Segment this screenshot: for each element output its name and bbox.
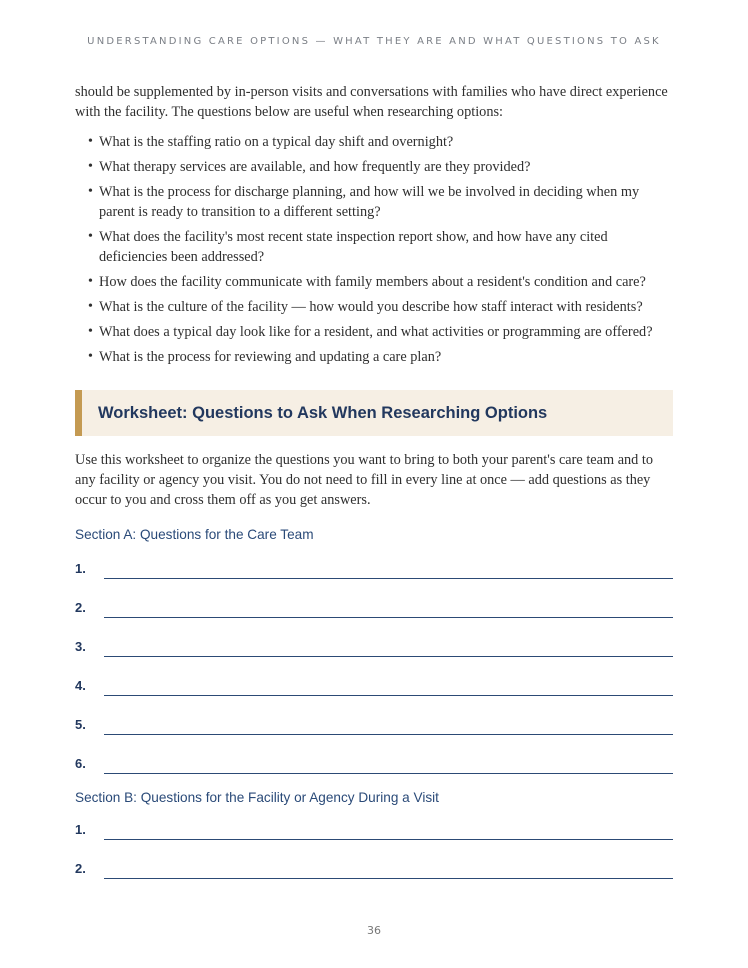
section-a-line-row bbox=[75, 657, 673, 696]
section-b-lines bbox=[75, 801, 673, 879]
bullet-icon: • bbox=[88, 184, 93, 199]
section-b-answer-line[interactable] bbox=[104, 838, 673, 840]
question-item bbox=[75, 132, 673, 152]
section-a-answer-line[interactable] bbox=[104, 655, 673, 657]
question-text: How does the facility communicate with family members about a resident's condition and care? bbox=[99, 274, 646, 290]
question-item bbox=[75, 157, 673, 177]
section-a-answer-line[interactable] bbox=[104, 577, 673, 579]
section-a-line-row bbox=[75, 540, 673, 579]
section-b-line-row bbox=[75, 801, 673, 840]
section-a-line-number: 3. bbox=[75, 639, 86, 654]
question-item bbox=[75, 347, 673, 367]
section-b-line-number: 2. bbox=[75, 861, 86, 876]
section-a-answer-line[interactable] bbox=[104, 733, 673, 735]
section-a-line-number: 1. bbox=[75, 561, 86, 576]
section-a-line-row bbox=[75, 618, 673, 657]
section-a-answer-line[interactable] bbox=[104, 694, 673, 696]
worksheet-intro: Use this worksheet to organize the questions you want to bring to both your parent's care team and to any facility or agency you visit. You do not need to fill in every line at once — add questions as they occur to you and cross them off as you get answers. bbox=[75, 452, 654, 508]
worksheet-title: Worksheet: Questions to Ask When Researching Options bbox=[98, 403, 548, 422]
question-text: What is the culture of the facility — how would you describe how staff interact with residents? bbox=[99, 299, 643, 315]
section-a-answer-line[interactable] bbox=[104, 772, 673, 774]
opening-paragraph: should be supplemented by in-person visits and conversations with families who have direct experience with the facility. The questions below are useful when researching options: bbox=[75, 84, 668, 120]
bullet-icon: • bbox=[88, 324, 93, 339]
section-a-heading: Section A: Questions for the Care Team bbox=[75, 527, 314, 542]
section-a-line-row bbox=[75, 735, 673, 774]
worksheet-callout bbox=[75, 390, 673, 436]
bullet-icon: • bbox=[88, 299, 93, 314]
question-text: What is the process for reviewing and updating a care plan? bbox=[99, 349, 442, 365]
question-item bbox=[75, 182, 673, 222]
question-item bbox=[75, 322, 673, 342]
section-a-line-row bbox=[75, 579, 673, 618]
section-b-answer-line[interactable] bbox=[104, 877, 673, 879]
section-a-line-number: 6. bbox=[75, 756, 86, 771]
bullet-icon: • bbox=[88, 134, 93, 149]
section-a-line-row bbox=[75, 696, 673, 735]
bullet-icon: • bbox=[88, 349, 93, 364]
bullet-icon: • bbox=[88, 274, 93, 289]
section-a-line-number: 4. bbox=[75, 678, 86, 693]
section-a-lines bbox=[75, 540, 673, 774]
page-number: 36 bbox=[367, 924, 381, 937]
section-b-line-number: 1. bbox=[75, 822, 86, 837]
running-header: UNDERSTANDING CARE OPTIONS — WHAT THEY ARE AND WHAT QUESTIONS TO ASK bbox=[87, 36, 661, 47]
question-item bbox=[75, 297, 673, 317]
bullet-icon: • bbox=[88, 159, 93, 174]
question-text: What therapy services are available, and how frequently are they provided? bbox=[99, 159, 531, 175]
question-text: What is the process for discharge planning, and how will we be involved in deciding when my parent is ready to transition to a different setting? bbox=[99, 184, 640, 220]
section-a-answer-line[interactable] bbox=[104, 616, 673, 618]
section-a-line-number: 5. bbox=[75, 717, 86, 732]
section-b-heading: Section B: Questions for the Facility or Agency During a Visit bbox=[75, 790, 439, 805]
question-text: What is the staffing ratio on a typical day shift and overnight? bbox=[99, 134, 454, 150]
bullet-icon: • bbox=[88, 229, 93, 244]
section-b-line-row bbox=[75, 840, 673, 879]
page-content bbox=[75, 82, 673, 879]
question-text: What does a typical day look like for a resident, and what activities or programming are offered? bbox=[99, 324, 653, 340]
section-a-line-number: 2. bbox=[75, 600, 86, 615]
questions-list bbox=[75, 132, 673, 367]
question-item bbox=[75, 227, 673, 267]
question-item bbox=[75, 272, 673, 292]
question-text: What does the facility's most recent state inspection report show, and how have any cited deficiencies been addressed? bbox=[99, 229, 608, 265]
